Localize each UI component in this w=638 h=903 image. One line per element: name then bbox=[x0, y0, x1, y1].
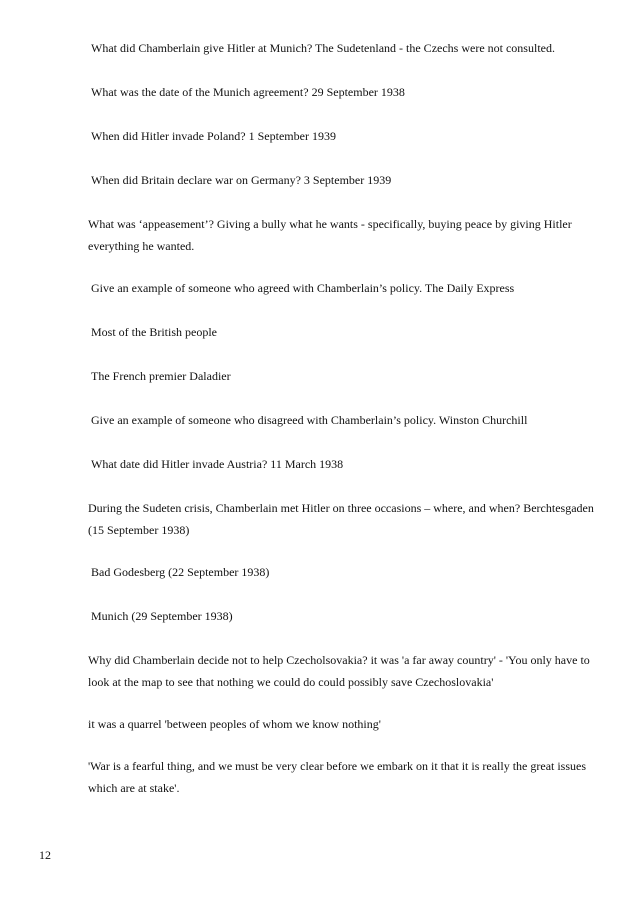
paragraph-bad-godesberg: Bad Godesberg (22 September 1938) bbox=[91, 565, 270, 579]
paragraph-disagreed-example: Give an example of someone who disagreed with Chamberlain’s policy. Winston Churchill bbox=[91, 413, 528, 427]
paragraph-agreed-example: Give an example of someone who agreed with Chamberlain’s policy. The Daily Express bbox=[91, 281, 515, 295]
paragraph-quarrel-quote: it was a quarrel 'between peoples of whom we know nothing' bbox=[88, 717, 381, 731]
paragraph-austria-date: What date did Hitler invade Austria? 11 March 1938 bbox=[91, 457, 344, 471]
paragraph-daladier: The French premier Daladier bbox=[91, 369, 231, 383]
paragraph-czechoslovakia-reason: Why did Chamberlain decide not to help Czecholsovakia? it was 'a far away country' - 'You only have to look at the map to see that nothing we could do could possibly save Czechoslovakia' bbox=[88, 653, 590, 689]
paragraph-appeasement: What was ‘appeasement’? Giving a bully what he wants - specifically, buying peace by giving Hitler everything he wanted. bbox=[88, 217, 572, 253]
paragraph-war-quote: 'War is a fearful thing, and we must be very clear before we embark on it that it is really the great issues which are at stake'. bbox=[88, 759, 587, 795]
paragraph-sudeten-meetings: During the Sudeten crisis, Chamberlain met Hitler on three occasions – where, and when? Berchtesgaden (15 September 1938) bbox=[88, 501, 594, 537]
paragraph-poland-invasion: When did Hitler invade Poland? 1 September 1939 bbox=[91, 129, 336, 143]
paragraph-munich-date: What was the date of the Munich agreement? 29 September 1938 bbox=[91, 85, 405, 99]
page-number: 12 bbox=[39, 848, 51, 862]
paragraph-munich-meeting: Munich (29 September 1938) bbox=[91, 609, 233, 623]
document-body bbox=[88, 37, 608, 799]
paragraph-war-declaration: When did Britain declare war on Germany? 3 September 1939 bbox=[91, 173, 392, 187]
paragraph-british-people: Most of the British people bbox=[91, 325, 217, 339]
paragraph-munich-gift: What did Chamberlain give Hitler at Munich? The Sudetenland - the Czechs were not consulted. bbox=[91, 41, 555, 55]
